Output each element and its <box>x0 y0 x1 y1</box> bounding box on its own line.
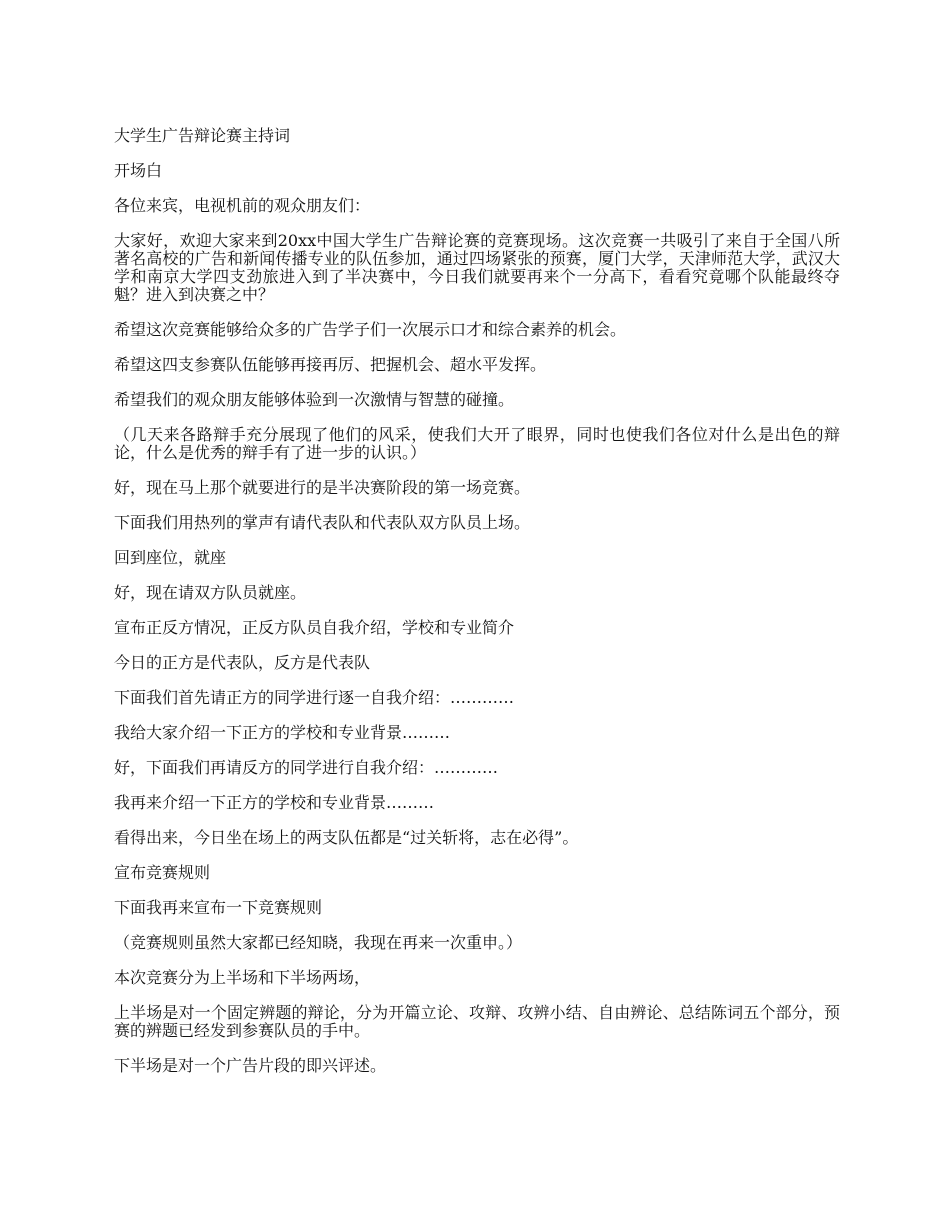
paragraph-second-half: 下半场是对一个广告片段的即兴评述。 <box>114 1056 387 1075</box>
section-heading-rules: 宣布竞赛规则 <box>114 863 211 882</box>
paragraph-rules-intro: 下面我再来宣布一下竞赛规则 <box>114 898 323 917</box>
paragraph-observation: 看得出来，今日坐在场上的两支队伍都是“过关斩将，志在必得”。 <box>114 828 579 847</box>
paragraph-first-match: 好，现在马上那个就要进行的是半决赛阶段的第一场竞赛。 <box>114 478 531 497</box>
paragraph-sides: 今日的正方是代表队，反方是代表队 <box>114 653 371 672</box>
document-title: 大学生广告辩论赛主持词 <box>114 126 291 145</box>
paragraph-greeting: 各位来宾，电视机前的观众朋友们： <box>114 196 371 215</box>
paragraph-two-halves: 本次竞赛分为上半场和下半场两场， <box>114 968 371 987</box>
paragraph-seated: 回到座位，就座 <box>114 548 227 567</box>
paragraph-announce-sides: 宣布正反方情况，正反方队员自我介绍，学校和专业简介 <box>114 618 515 637</box>
paragraph-affirmative-intro: 下面我们首先请正方的同学进行逐一自我介绍：………… <box>114 688 515 707</box>
paragraph-negative-intro: 好，下面我们再请反方的同学进行自我介绍：………… <box>114 758 499 777</box>
paragraph-teams-enter: 下面我们用热列的掌声有请代表队和代表队双方队员上场。 <box>114 513 531 532</box>
paragraph-hope-3: 希望我们的观众朋友能够体验到一次激情与智慧的碰撞。 <box>114 390 515 409</box>
paragraph-first-half: 上半场是对一个固定辨题的辩论，分为开篇立论、攻辩、攻辨小结、自由辨论、总结陈词五个部分，预赛的辨题已经发到参赛队员的手中。 <box>114 1003 840 1040</box>
paragraph-hope-1: 希望这次竞赛能够给众多的广告学子们一次展示口才和综合素养的机会。 <box>114 320 627 339</box>
paragraph-negative-background: 我再来介绍一下正方的学校和专业背景……… <box>114 793 435 812</box>
document-body <box>114 127 840 1092</box>
paragraph-rules-aside: （竞赛规则虽然大家都已经知晓，我现在再来一次重申。） <box>114 933 523 952</box>
section-heading-opening: 开场白 <box>114 161 163 180</box>
paragraph-hope-2: 希望这四支参赛队伍能够再接再厉、把握机会、超水平发挥。 <box>114 355 547 374</box>
paragraph-aside: （几天来各路辩手充分展现了他们的风采，使我们大开了眼界，同时也使我们各位对什么是出色的辩论，什么是优秀的辩手有了进一步的认识。） <box>114 425 840 462</box>
paragraph-affirmative-background: 我给大家介绍一下正方的学校和专业背景……… <box>114 723 451 742</box>
paragraph-please-sit: 好，现在请双方队员就座。 <box>114 583 307 602</box>
paragraph-welcome: 大家好，欢迎大家来到20xx中国大学生广告辩论赛的竞赛现场。这次竞赛一共吸引了来自于全国八所著名高校的广告和新闻传播专业的队伍参加，通过四场紧张的预赛，厦门大学，天津师范大学，武汉大学和南京大学四支劲旅进入到了半决赛中，今日我们就要再来个一分高下，看看究竟哪个队能最终夺魁？进入到决赛之中？ <box>114 231 840 304</box>
